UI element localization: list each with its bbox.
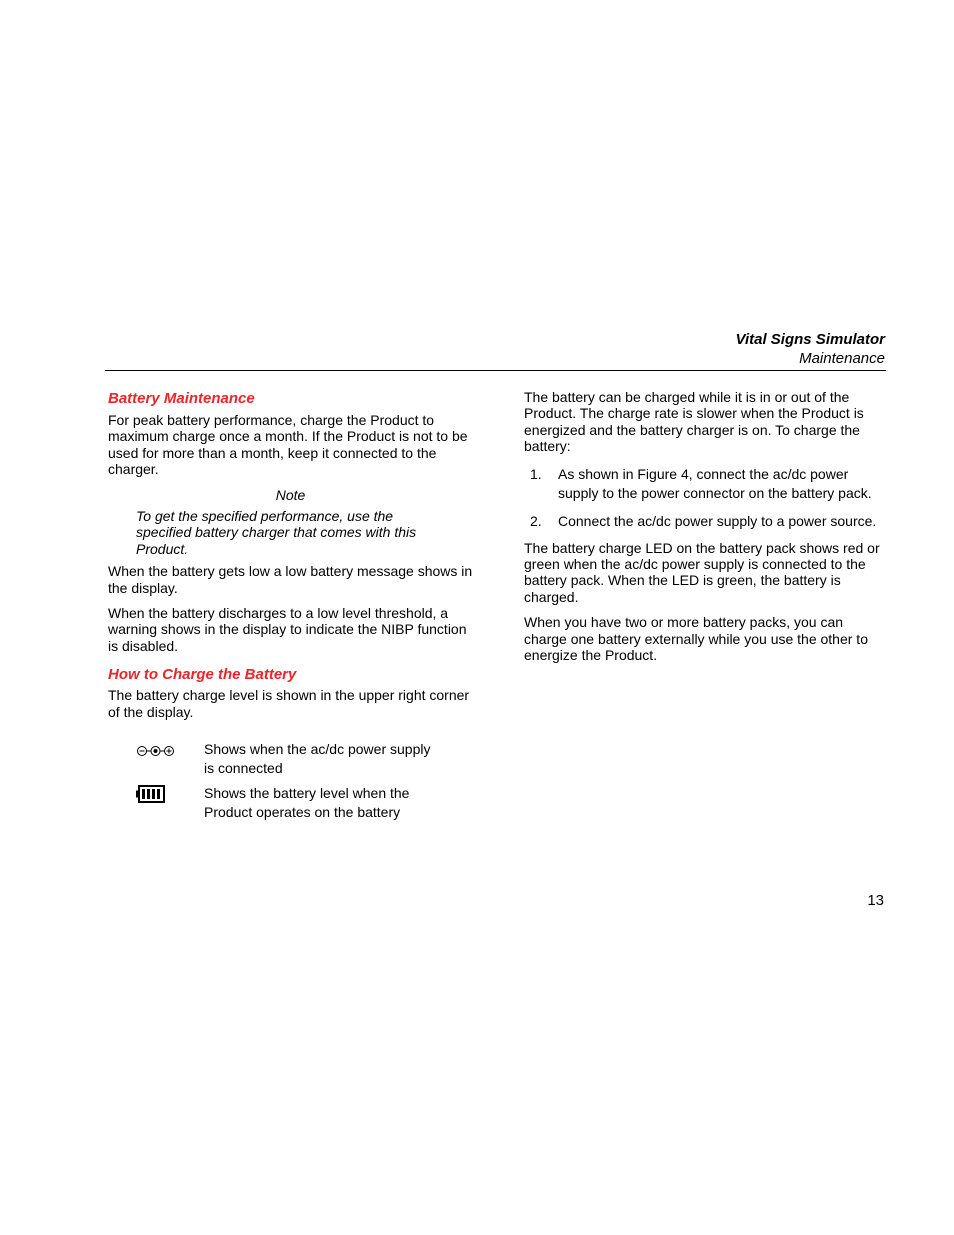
paragraph: The battery charge level is shown in the upper right corner of the display. [108, 687, 470, 720]
paragraph: The battery charge LED on the battery pack shows red or green when the ac/dc power supply is connected to the battery pack. When the LED is green, the battery is charged. [524, 539, 880, 605]
icon-legend-row [108, 784, 473, 826]
step-number: 2. [530, 512, 542, 529]
header-rule [105, 370, 886, 371]
note-label: Note [275, 486, 306, 503]
step-text: Connect the ac/dc power supply to a power source. [558, 512, 877, 529]
paragraph: When the battery discharges to a low level threshold, a warning shows in the display to indicate the NIBP function is disabled. [108, 605, 467, 654]
steps-list [524, 465, 889, 531]
power-polarity-icon [136, 744, 176, 760]
battery-level-icon [136, 785, 166, 806]
left-column [108, 390, 473, 826]
note-text: To get the specified performance, use the specified battery charger that comes with this Product. [136, 508, 417, 557]
running-header-title: Vital Signs Simulator [735, 331, 885, 348]
step-text: As shown in Figure 4, connect the ac/dc power supply to the power connector on the battery pack. [558, 465, 872, 501]
heading-battery-maintenance: Battery Maintenance [108, 390, 255, 407]
list-item [524, 465, 889, 503]
page-number: 13 [867, 892, 884, 909]
paragraph: When you have two or more battery packs, you can charge one battery externally while you use the other to energize the Product. [524, 614, 868, 664]
icon-legend-row [108, 740, 473, 782]
running-header-section: Maintenance [799, 350, 885, 367]
paragraph: The battery can be charged while it is in or out of the Product. The charge rate is slower when the Product is energized and the battery charger is on. To charge the battery: [524, 389, 864, 455]
icon-description: Shows when the ac/dc power supply is connected [204, 741, 431, 777]
paragraph: When the battery gets low a low battery message shows in the display. [108, 563, 473, 596]
step-number: 1. [530, 465, 542, 482]
paragraph: For peak battery performance, charge the Product to maximum charge once a month. If the Product is not to be used for more than a month, keep it connected to the charger. [108, 412, 468, 478]
icon-description: Shows the battery level when the Product operates on the battery [204, 785, 410, 821]
list-item [524, 512, 889, 531]
heading-how-to-charge: How to Charge the Battery [108, 666, 297, 684]
right-column [524, 389, 889, 672]
